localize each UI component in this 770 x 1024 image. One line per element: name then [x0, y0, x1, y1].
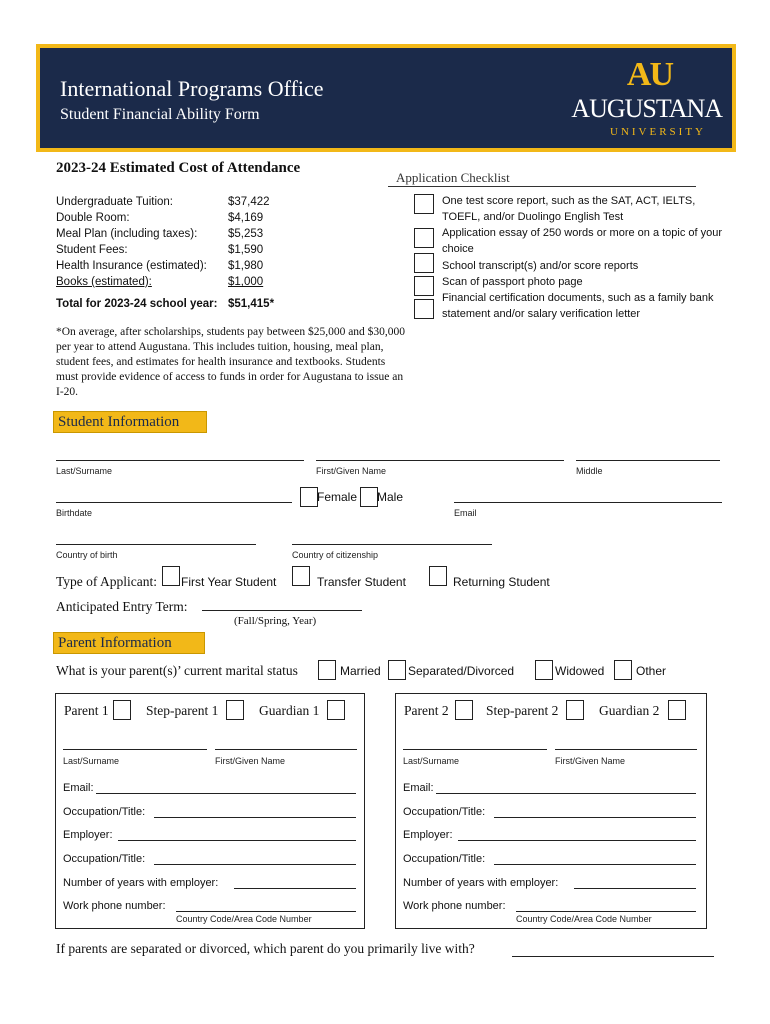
other-checkbox[interactable] — [614, 660, 632, 680]
university-logo-mark: AU — [626, 56, 672, 93]
parent2-phone-label: Work phone number: — [403, 900, 506, 912]
university-logo-subtext: UNIVERSITY — [610, 126, 706, 138]
first-name-caption: First/Given Name — [316, 466, 387, 476]
first-year-label: First Year Student — [181, 575, 277, 589]
checklist-item: Scan of passport photo page — [442, 276, 583, 288]
parent1-phone-label: Work phone number: — [63, 900, 166, 912]
checklist-checkbox[interactable] — [414, 253, 434, 273]
parent2-first-caption: First/Given Name — [555, 756, 626, 766]
parent1-last-caption: Last/Surname — [63, 756, 120, 766]
last-surname-line[interactable] — [56, 460, 304, 461]
checklist-item: School transcript(s) and/or score reports — [442, 260, 639, 272]
country-citizenship-line[interactable] — [292, 544, 492, 545]
parent2-employer-label: Employer: — [403, 829, 453, 841]
married-label: Married — [340, 664, 381, 678]
parent2-occupation2-line[interactable] — [494, 864, 696, 865]
other-label: Other — [636, 664, 667, 678]
country-birth-line[interactable] — [56, 544, 256, 545]
separated-checkbox[interactable] — [388, 660, 406, 680]
parent2-occupation-line[interactable] — [494, 817, 696, 818]
step-parent1-checkbox[interactable] — [226, 700, 244, 720]
step-parent2-label: Step-parent 2 — [486, 703, 559, 718]
parent1-email-line[interactable] — [96, 793, 356, 794]
checklist-item: Application essay of 250 words or more on a topic of your choice — [442, 227, 723, 255]
married-checkbox[interactable] — [318, 660, 336, 680]
country-citizenship-caption: Country of citizenship — [292, 550, 379, 560]
step-parent1-label: Step-parent 1 — [146, 703, 219, 718]
checklist-checkbox[interactable] — [414, 276, 434, 296]
checklist-item: One test score report, such as the SAT, ACT, IELTS, TOEFL, and/or Duolingo English Test — [442, 195, 696, 223]
parent2-years-label: Number of years with employer: — [403, 877, 559, 889]
parent1-years-label: Number of years with employer: — [63, 877, 219, 889]
parent2-phone-caption: Country Code/Area Code Number — [516, 914, 652, 924]
parent2-last-line[interactable] — [403, 749, 547, 750]
birthdate-line[interactable] — [56, 502, 292, 503]
checklist-title: Application Checklist — [396, 170, 510, 185]
birthdate-caption: Birthdate — [56, 508, 93, 518]
parent1-phone-line[interactable] — [176, 911, 356, 912]
transfer-checkbox[interactable] — [292, 566, 310, 586]
parent-section-header: Parent Information — [53, 632, 205, 654]
step-parent2-checkbox[interactable] — [566, 700, 584, 720]
widowed-label: Widowed — [555, 664, 605, 678]
separated-label: Separated/Divorced — [408, 664, 515, 678]
guardian2-label: Guardian 2 — [599, 703, 660, 718]
cost-row: Undergraduate Tuition: $37,422 — [56, 196, 270, 208]
form-subtitle: Student Financial Ability Form — [60, 106, 260, 123]
last-surname-caption: Last/Surname — [56, 466, 113, 476]
office-title: International Programs Office — [60, 76, 324, 101]
primary-residence-question: If parents are separated or divorced, which parent do you primarily live with? — [56, 941, 475, 956]
first-year-checkbox[interactable] — [162, 566, 180, 586]
parent1-years-line[interactable] — [234, 888, 356, 889]
first-name-line[interactable] — [316, 460, 564, 461]
cost-row: Meal Plan (including taxes): $5,253 — [56, 228, 264, 240]
cost-title: 2023-24 Estimated Cost of Attendance — [56, 160, 301, 176]
female-label: Female — [317, 490, 358, 504]
guardian1-checkbox[interactable] — [327, 700, 345, 720]
female-checkbox[interactable] — [300, 487, 318, 507]
parent2-first-line[interactable] — [555, 749, 697, 750]
email-caption: Email — [454, 508, 477, 518]
parent2-occupation2-label: Occupation/Title: — [403, 853, 486, 865]
parent-panel-right — [395, 693, 707, 929]
cost-row: Double Room: $4,169 — [56, 212, 264, 224]
primary-residence-line[interactable] — [512, 956, 714, 957]
checklist-checkbox[interactable] — [414, 228, 434, 248]
entry-term-caption: (Fall/Spring, Year) — [234, 615, 317, 627]
cost-row: Health Insurance (estimated): $1,980 — [56, 260, 264, 272]
email-line[interactable] — [454, 502, 722, 503]
parent2-checkbox[interactable] — [455, 700, 473, 720]
checklist-checkbox[interactable] — [414, 299, 434, 319]
parent-panel-left — [55, 693, 365, 929]
parent1-label: Parent 1 — [64, 703, 109, 718]
checklist-divider — [388, 186, 696, 187]
student-section-header: Student Information — [53, 411, 207, 433]
entry-term-line[interactable] — [202, 610, 362, 611]
cost-total-row: Total for 2023-24 school year: $51,415* — [56, 298, 275, 310]
university-logo-name: AUGUSTANA — [571, 94, 722, 123]
cost-note: *On average, after scholarships, students pay between $25,000 and $30,000 per year to attend Augustana. This includes tuition, housing, meal plan, student fees, and estimates for health insurance and textbooks. Students must provide evidence of access to funds in order for Augustana to issue an I-20. — [56, 326, 406, 398]
parent1-employer-line[interactable] — [118, 840, 356, 841]
parent1-occupation2-line[interactable] — [154, 864, 356, 865]
parent2-years-line[interactable] — [574, 888, 696, 889]
male-label: Male — [377, 490, 404, 504]
guardian2-checkbox[interactable] — [668, 700, 686, 720]
marital-status-question: What is your parent(s)’ current marital status — [56, 663, 298, 678]
parent1-phone-caption: Country Code/Area Code Number — [176, 914, 312, 924]
parent1-checkbox[interactable] — [113, 700, 131, 720]
parent2-occupation-label: Occupation/Title: — [403, 806, 486, 818]
returning-checkbox[interactable] — [429, 566, 447, 586]
parent1-occupation-line[interactable] — [154, 817, 356, 818]
parent2-email-label: Email: — [403, 782, 434, 794]
middle-caption: Middle — [576, 466, 603, 476]
parent1-employer-label: Employer: — [63, 829, 113, 841]
returning-label: Returning Student — [453, 575, 550, 589]
middle-name-line[interactable] — [576, 460, 720, 461]
parent1-email-label: Email: — [63, 782, 94, 794]
parent1-last-line[interactable] — [63, 749, 207, 750]
male-checkbox[interactable] — [360, 487, 378, 507]
parent1-first-line[interactable] — [215, 749, 357, 750]
entry-term-label: Anticipated Entry Term: — [56, 599, 188, 614]
transfer-label: Transfer Student — [317, 575, 406, 589]
widowed-checkbox[interactable] — [535, 660, 553, 680]
checklist-checkbox[interactable] — [414, 194, 434, 214]
parent2-email-line[interactable] — [436, 793, 696, 794]
country-birth-caption: Country of birth — [56, 550, 118, 560]
parent2-phone-line[interactable] — [516, 911, 696, 912]
parent1-occupation-label: Occupation/Title: — [63, 806, 146, 818]
parent1-first-caption: First/Given Name — [215, 756, 286, 766]
parent2-last-caption: Last/Surname — [403, 756, 460, 766]
guardian1-label: Guardian 1 — [259, 703, 320, 718]
applicant-type-label: Type of Applicant: — [56, 574, 158, 589]
header-banner — [36, 44, 736, 152]
cost-row: Books (estimated): $1,000 — [56, 276, 264, 288]
parent1-occupation2-label: Occupation/Title: — [63, 853, 146, 865]
parent2-employer-line[interactable] — [458, 840, 696, 841]
checklist-item: Financial certification documents, such as a family bank statement and/or salary verification letter — [442, 292, 714, 320]
parent2-label: Parent 2 — [404, 703, 449, 718]
cost-row: Student Fees: $1,590 — [56, 244, 264, 256]
